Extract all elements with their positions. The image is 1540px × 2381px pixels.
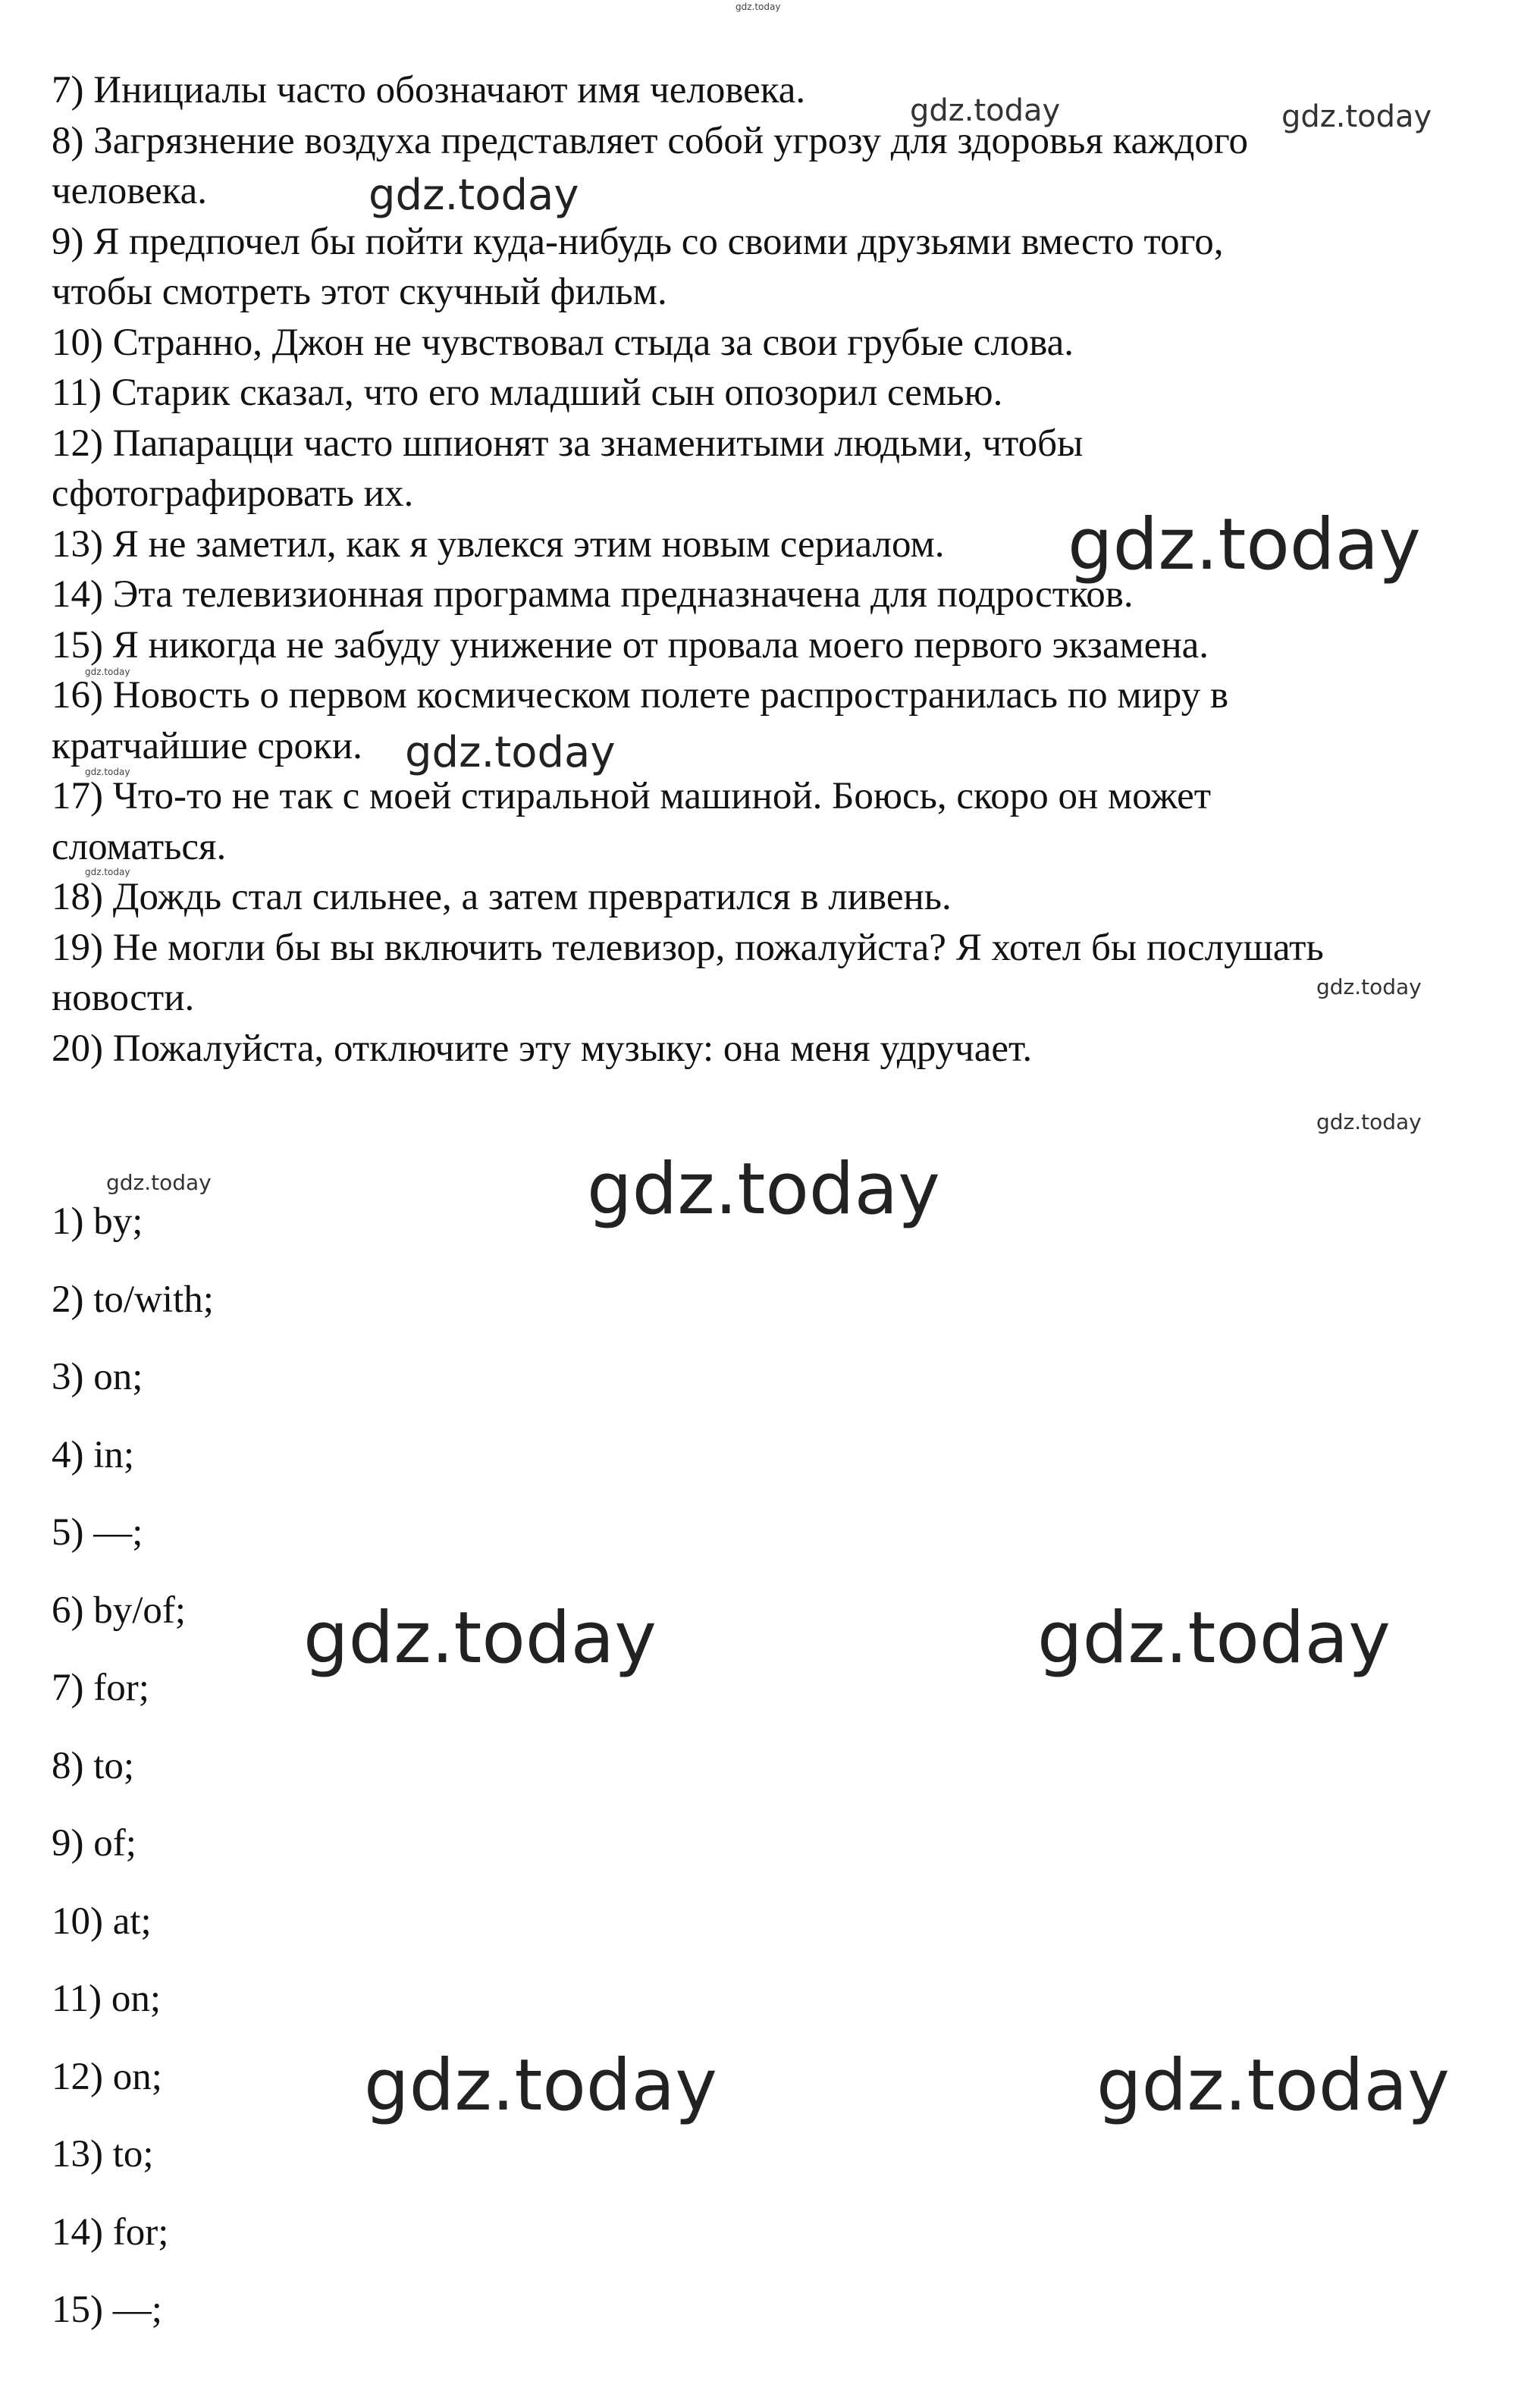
watermark: gdz.today xyxy=(106,1170,212,1195)
translation-line: сломаться. xyxy=(52,825,227,868)
watermark: gdz.today xyxy=(1037,1597,1391,1680)
watermark: gdz.today xyxy=(1316,1109,1422,1134)
watermark: gdz.today xyxy=(85,867,130,877)
answer-item: 4) in; xyxy=(52,1433,135,1476)
answer-list xyxy=(52,1183,214,2349)
translation-line: 18) Дождь стал сильнее, а затем превратился в ливень. xyxy=(52,876,952,918)
answer-item: 5) —; xyxy=(52,1511,143,1554)
translation-line: 11) Старик сказал, что его младший сын опозорил семью. xyxy=(52,372,1003,414)
translation-line: 13) Я не заметил, как я увлекся этим новым сериалом. xyxy=(52,522,945,566)
answer-item: 10) at; xyxy=(52,1899,152,1943)
translation-line: сфотографировать их. xyxy=(52,472,414,515)
translation-line: 7) Инициалы часто обозначают имя человека. xyxy=(52,69,806,111)
translation-line: кратчайшие сроки. xyxy=(52,724,362,767)
answer-item: 7) for; xyxy=(52,1667,149,1709)
watermark: gdz.today xyxy=(910,93,1061,128)
watermark: gdz.today xyxy=(405,728,616,777)
answer-item: 6) by/of; xyxy=(52,1589,187,1632)
watermark: gdz.today xyxy=(1316,974,1422,999)
answer-item: 3) on; xyxy=(52,1356,143,1398)
translation-line: чтобы смотреть этот скучный фильм. xyxy=(52,271,667,313)
answer-item: 14) for; xyxy=(52,2210,169,2254)
answer-item: 9) of; xyxy=(52,1822,136,1865)
translation-line: 10) Странно, Джон не чувствовал стыда за свои грубые слова. xyxy=(52,321,1074,364)
translation-line: 8) Загрязнение воздуха представляет собой угрозу для здоровья каждого xyxy=(52,119,1249,162)
watermark: gdz.today xyxy=(364,2044,717,2127)
watermark: gdz.today xyxy=(369,171,579,220)
answer-item: 12) on; xyxy=(52,2055,162,2098)
translation-line: 9) Я предпочел бы пойти куда-нибудь со своими друзьями вместо того, xyxy=(52,220,1224,263)
translation-line: 12) Папарацци часто шпионят за знаменитыми людьми, чтобы xyxy=(52,422,1084,465)
watermark: gdz.today xyxy=(1068,503,1421,586)
answer-item: 13) to; xyxy=(52,2133,154,2176)
answer-item: 1) by; xyxy=(52,1200,143,1243)
watermark: gdz.today xyxy=(1281,99,1432,134)
translation-line: 19) Не могли бы вы включить телевизор, пожалуйста? Я хотел бы послушать xyxy=(52,926,1324,969)
answer-item: 8) to; xyxy=(52,1744,135,1787)
translation-line: новости. xyxy=(52,977,195,1019)
translation-line: 20) Пожалуйста, отключите эту музыку: она меня удручает. xyxy=(52,1027,1033,1070)
watermark: gdz.today xyxy=(85,767,130,777)
translation-line: 15) Я никогда не забуду унижение от провала моего первого экзамена. xyxy=(52,623,1209,667)
watermark: gdz.today xyxy=(303,1597,657,1680)
answer-item: 15) —; xyxy=(52,2288,162,2331)
watermark: gdz.today xyxy=(735,2,781,12)
answer-item: 11) on; xyxy=(52,1978,162,2020)
translation-line: 14) Эта телевизионная программа предназначена для подростков. xyxy=(52,573,1134,616)
translation-line: человека. xyxy=(52,170,208,212)
answer-item: 2) to/with; xyxy=(52,1278,214,1321)
watermark: gdz.today xyxy=(1096,2044,1450,2127)
translation-line: 17) Что-то не так с моей стиральной машиной. Боюсь, скоро он может xyxy=(52,775,1212,817)
translation-line: 16) Новость о первом космическом полете распространилась по миру в xyxy=(52,674,1229,717)
watermark: gdz.today xyxy=(587,1148,940,1231)
watermark: gdz.today xyxy=(85,667,130,677)
